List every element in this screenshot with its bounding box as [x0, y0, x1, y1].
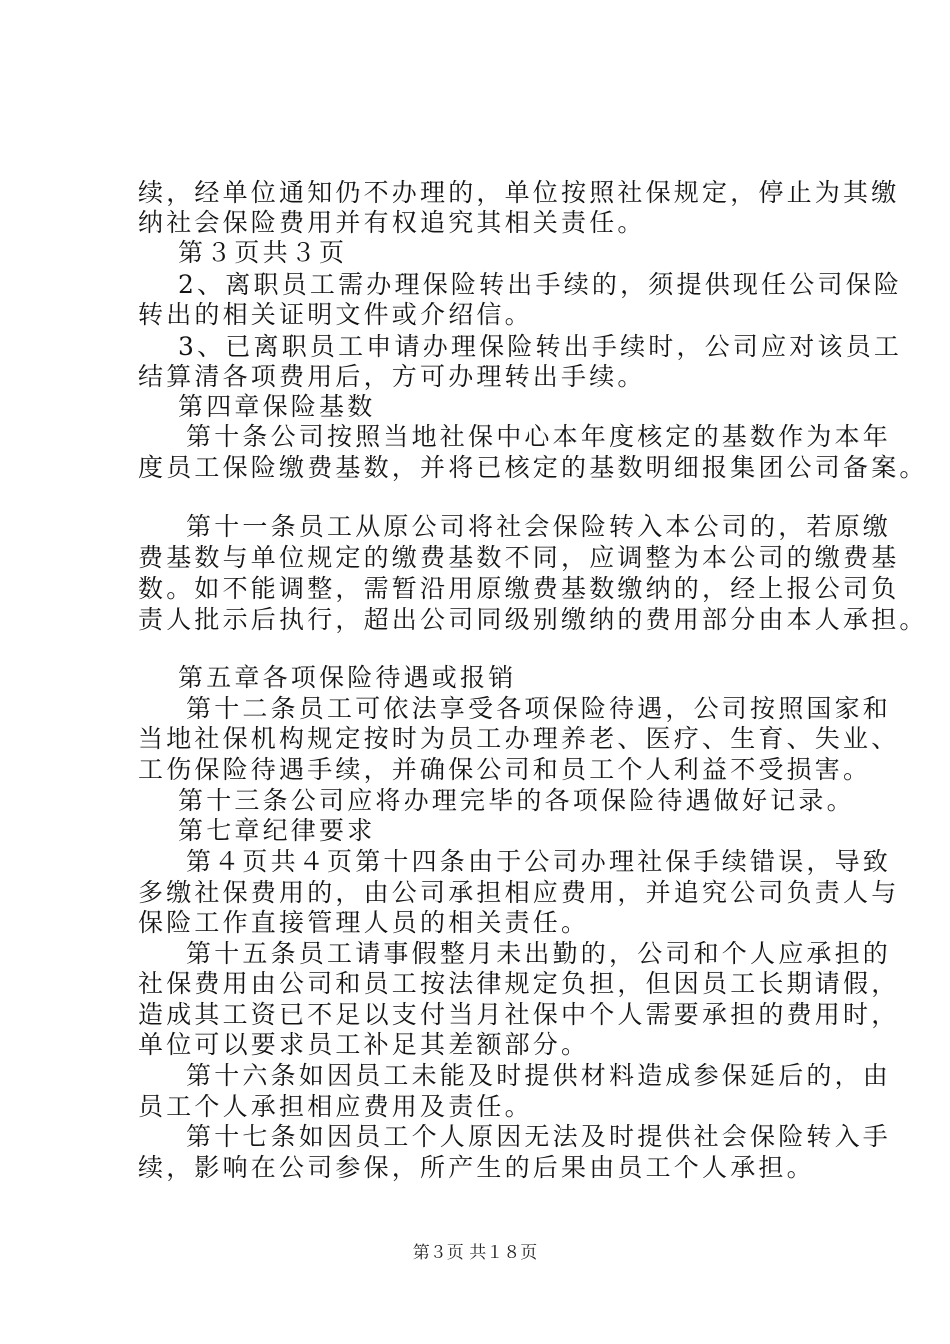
- text-line: 第十一条员工从原公司将社会保险转入本公司的，若原缴: [186, 512, 892, 541]
- text-line: 第４页共４页第十四条由于公司办理社保手续错误，导致: [186, 847, 892, 876]
- text-line: 结算清各项费用后，方可办理转出手续。: [138, 362, 646, 391]
- text-line: 第十六条如因员工未能及时提供材料造成参保延后的，由: [186, 1061, 892, 1090]
- text-line: 第十二条员工可依法享受各项保险待遇，公司按照国家和: [186, 694, 892, 723]
- text-line: 员工个人承担相应费用及责任。: [138, 1092, 533, 1121]
- text-line: 转出的相关证明文件或介绍信。: [138, 300, 533, 329]
- text-line: 第十三条公司应将办理完毕的各项保险待遇做好记录。: [178, 786, 855, 815]
- text-line: 多缴社保费用的，由公司承担相应费用，并追究公司负责人与: [138, 878, 900, 907]
- text-line: 2、离职员工需办理保险转出手续的，须提供现任公司保险: [178, 270, 903, 299]
- chapter-heading: 第七章纪律要求: [178, 816, 376, 845]
- text-line: 保险工作直接管理人员的相关责任。: [138, 908, 590, 937]
- text-line: 造成其工资已不足以支付当月社保中个人需要承担的费用时，: [138, 1000, 900, 1029]
- text-line: 当地社保机构规定按时为员工办理养老、医疗、生育、失业、: [138, 724, 900, 753]
- inline-page-marker: 第３页共３页: [178, 238, 348, 267]
- chapter-heading: 第五章各项保险待遇或报销: [178, 663, 517, 692]
- text-line: 第十七条如因员工个人原因无法及时提供社会保险转入手: [186, 1122, 892, 1151]
- text-line: 续，影响在公司参保，所产生的后果由员工个人承担。: [138, 1153, 815, 1182]
- text-line: 第十条公司按照当地社保中心本年度核定的基数作为本年: [186, 422, 892, 451]
- text-line: 续，经单位通知仍不办理的，单位按照社保规定，停止为其缴: [138, 178, 900, 207]
- chapter-heading: 第四章保险基数: [178, 392, 376, 421]
- text-line: 数。如不能调整，需暂沿用原缴费基数缴纳的，经上报公司负: [138, 574, 900, 603]
- text-line: 第十五条员工请事假整月未出勤的，公司和个人应承担的: [186, 939, 892, 968]
- text-line: 纳社会保险费用并有权追究其相关责任。: [138, 208, 646, 237]
- text-line: 度员工保险缴费基数，并将已核定的基数明细报集团公司备案。: [138, 453, 928, 482]
- page-footer: 第３页 共１８页: [412, 1243, 538, 1263]
- text-line: 单位可以要求员工补足其差额部分。: [138, 1030, 590, 1059]
- text-line: 3、已离职员工申请办理保险转出手续时，公司应对该员工: [178, 332, 903, 361]
- text-line: 费基数与单位规定的缴费基数不同，应调整为本公司的缴费基: [138, 543, 900, 572]
- text-line: 责人批示后执行，超出公司同级别缴纳的费用部分由本人承担。: [138, 605, 928, 634]
- text-line: 工伤保险待遇手续，并确保公司和员工个人利益不受损害。: [138, 755, 872, 784]
- text-line: 社保费用由公司和员工按法律规定负担，但因员工长期请假，: [138, 969, 900, 998]
